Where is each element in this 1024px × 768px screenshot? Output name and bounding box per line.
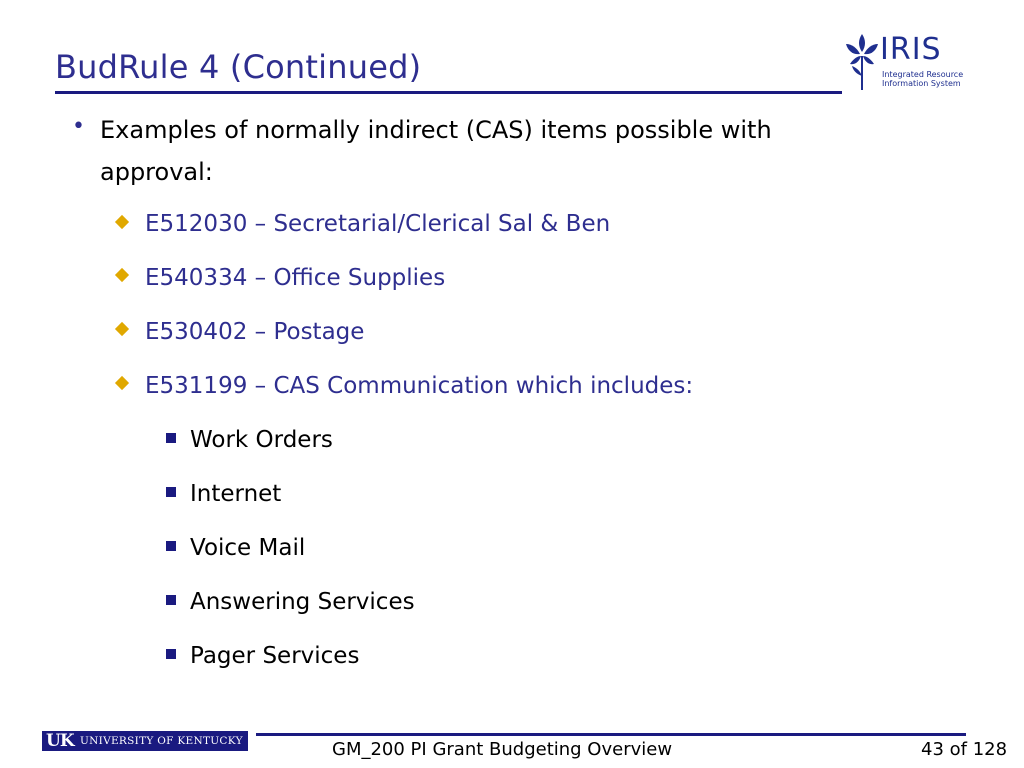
list-item-level2: E540334 – Office Supplies	[145, 265, 446, 291]
list-item-level2: E531199 – CAS Communication which includes:	[145, 373, 694, 399]
square-bullet-icon	[166, 433, 176, 443]
logo-subtitle-line2: Information System	[882, 79, 961, 88]
list-item-level3: Pager Services	[190, 643, 360, 669]
list-item-level3: Work Orders	[190, 427, 333, 453]
iris-flower-icon	[842, 30, 882, 94]
uk-mark: UK	[46, 731, 74, 751]
diamond-bullet-icon	[115, 215, 129, 229]
diamond-bullet-icon	[115, 268, 129, 282]
diamond-bullet-icon	[115, 376, 129, 390]
square-bullet-icon	[166, 487, 176, 497]
logo-subtitle-line1: Integrated Resource	[882, 70, 964, 79]
page-indicator: 43 of 128	[921, 739, 1008, 760]
logo-wordmark: IRIS	[880, 32, 942, 67]
square-bullet-icon	[166, 541, 176, 551]
university-logo	[42, 731, 248, 751]
list-item-level2: E530402 – Postage	[145, 319, 365, 345]
diamond-bullet-icon	[115, 322, 129, 336]
list-item-level3: Answering Services	[190, 589, 415, 615]
list-item-level2: E512030 – Secretarial/Clerical Sal & Ben	[145, 211, 611, 237]
intro-text-line1: Examples of normally indirect (CAS) items possible with	[100, 116, 772, 144]
square-bullet-icon	[166, 595, 176, 605]
university-name: UNIVERSITY OF KENTUCKY	[80, 735, 243, 747]
slide-title: BudRule 4 (Continued)	[55, 48, 422, 86]
iris-logo	[842, 30, 964, 94]
list-item-level3: Voice Mail	[190, 535, 306, 561]
footer-rule	[256, 733, 966, 736]
logo-subtitle	[882, 70, 963, 88]
course-title: GM_200 PI Grant Budgeting Overview	[332, 739, 673, 760]
title-underline	[55, 91, 842, 94]
intro-text-line2: approval:	[100, 158, 213, 186]
list-item-level3: Internet	[190, 481, 282, 507]
bullet-dot-icon: •	[72, 114, 85, 139]
square-bullet-icon	[166, 649, 176, 659]
